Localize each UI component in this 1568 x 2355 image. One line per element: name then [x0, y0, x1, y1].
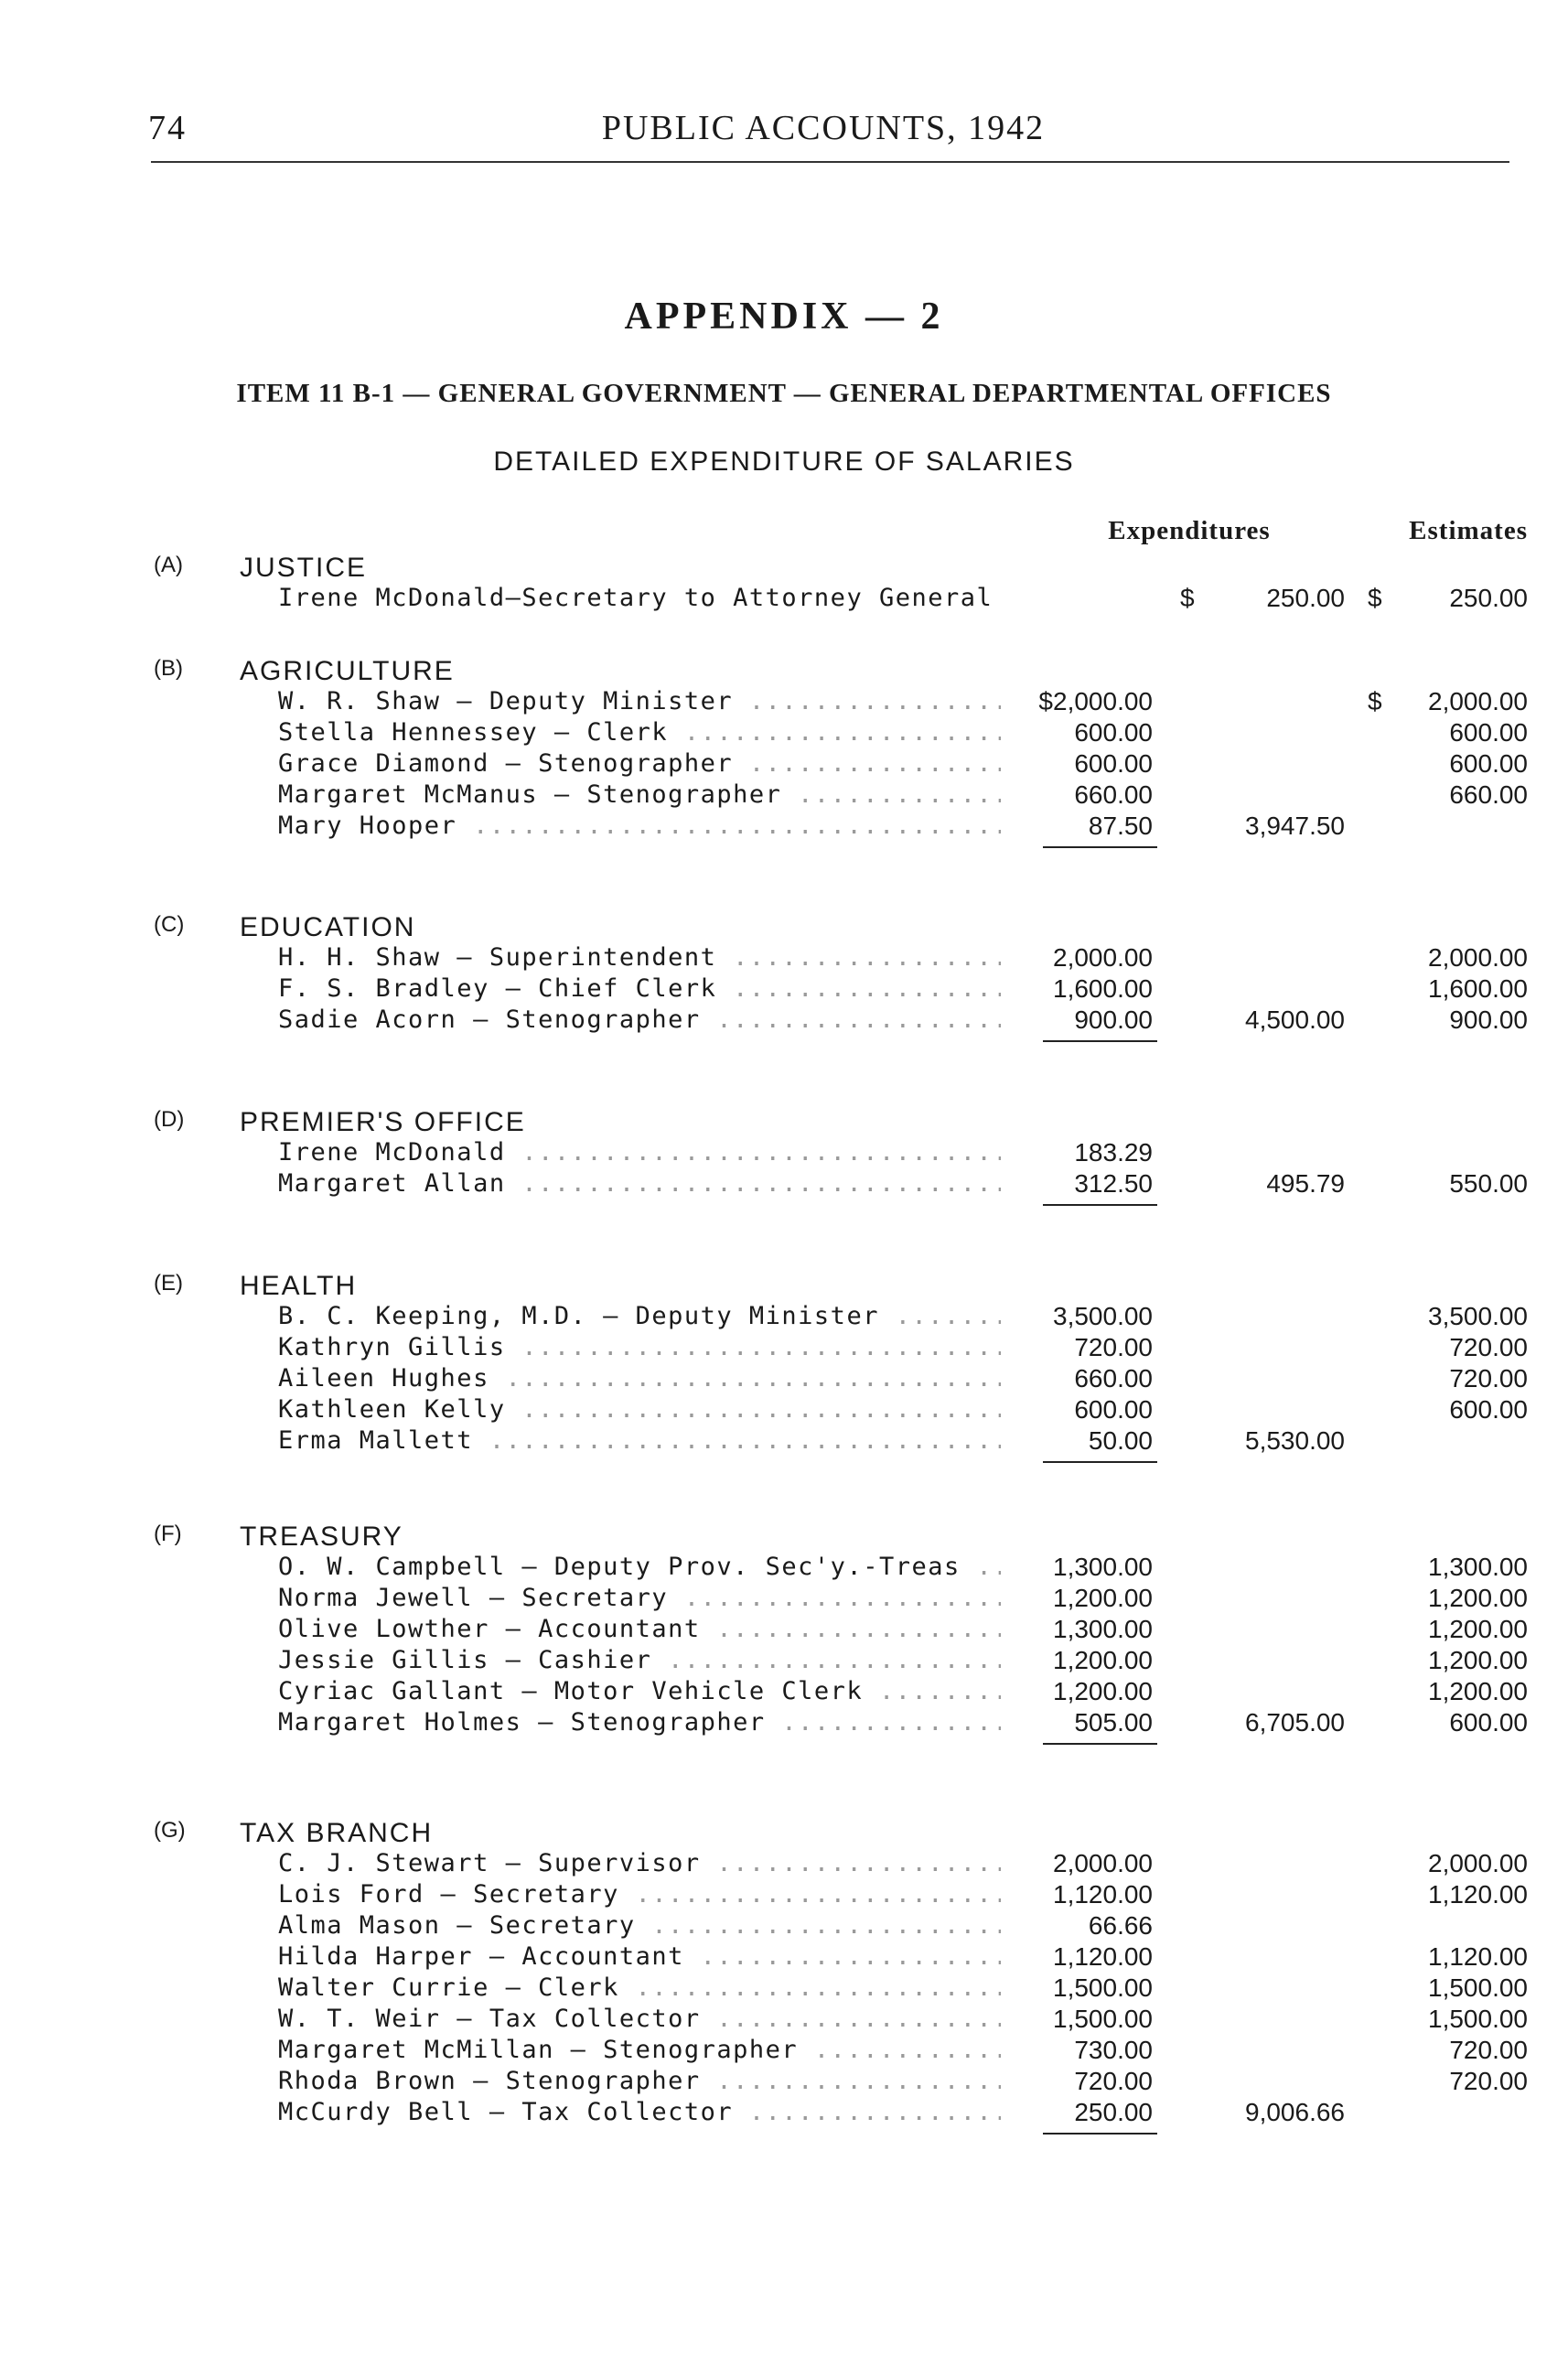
section-heading [0, 1271, 1568, 1302]
subtotal-rule [1043, 1461, 1157, 1463]
section-letter: (E) [154, 1271, 183, 1296]
section-name: AGRICULTURE [240, 656, 455, 686]
section-total: 6,705.00 [1245, 1708, 1345, 1737]
employee-name: Stella Hennessey — Clerk ..... [278, 718, 1001, 747]
detail-amount: 1,200.00 [1053, 1677, 1153, 1705]
section-name: PREMIER'S OFFICE [240, 1107, 526, 1137]
estimate-amount: 2,000.00 [1428, 687, 1528, 715]
section-total: 495.79 [1266, 1169, 1345, 1198]
running-title: PUBLIC ACCOUNTS, 1942 [601, 109, 1046, 147]
detail-amount: 3,500.00 [1053, 1302, 1153, 1330]
section [0, 656, 1568, 843]
estimate-amount: 250.00 [1449, 584, 1528, 612]
employee-name: Hilda Harper — Accountant ..... [278, 1942, 1001, 1971]
salary-row [0, 1426, 1568, 1457]
employee-name: W. T. Weir — Tax Collector ..... [278, 2005, 1001, 2033]
salary-row [0, 1911, 1568, 1942]
employee-name: Margaret McManus — Stenographer ..... [278, 780, 1001, 809]
estimate-amount: 1,200.00 [1428, 1677, 1528, 1705]
detail-amount: 1,120.00 [1053, 1880, 1153, 1909]
salary-row [0, 1553, 1568, 1584]
detail-amount: 1,600.00 [1053, 974, 1153, 1003]
section-name: TREASURY [240, 1522, 403, 1552]
salary-row [0, 943, 1568, 974]
detail-amount: 66.66 [1088, 1911, 1153, 1940]
estimate-amount: 1,300.00 [1428, 1553, 1528, 1581]
detail-amount: 600.00 [1074, 718, 1153, 747]
estimate-amount: 1,500.00 [1428, 1973, 1528, 2002]
estimate-amount: 600.00 [1449, 718, 1528, 747]
employee-name: Erma Mallett ..... [278, 1426, 1001, 1455]
employee-name: Kathleen Kelly ..... [278, 1395, 1001, 1424]
section-total: 5,530.00 [1245, 1426, 1345, 1455]
salary-row [0, 1849, 1568, 1880]
detail-amount: 1,300.00 [1053, 1615, 1153, 1643]
dollar-sign: $ [1368, 687, 1382, 715]
detail-amount: 1,500.00 [1053, 2005, 1153, 2033]
section-total: 4,500.00 [1245, 1005, 1345, 1034]
section-name: JUSTICE [240, 553, 368, 583]
estimate-amount: 1,200.00 [1428, 1584, 1528, 1612]
section-total: 3,947.50 [1245, 812, 1345, 840]
dollar-sign: $ [1368, 584, 1382, 612]
page-header [137, 108, 1509, 163]
employee-name: Walter Currie — Clerk ..... [278, 1973, 1001, 2002]
salary-row [0, 687, 1568, 718]
employee-name: Alma Mason — Secretary ..... [278, 1911, 1001, 1940]
salary-row [0, 1169, 1568, 1200]
estimate-amount: 600.00 [1449, 749, 1528, 778]
detail-amount: 2,000.00 [1053, 1849, 1153, 1877]
section [0, 1522, 1568, 1739]
section [0, 1271, 1568, 1457]
estimate-amount: 1,200.00 [1428, 1615, 1528, 1643]
detail-amount: 730.00 [1074, 2036, 1153, 2064]
employee-name: Norma Jewell — Secretary ..... [278, 1584, 1001, 1612]
salary-row [0, 749, 1568, 780]
detail-amount: 312.50 [1074, 1169, 1153, 1198]
estimate-amount: 1,500.00 [1428, 2005, 1528, 2033]
estimate-amount: 720.00 [1449, 1364, 1528, 1393]
salary-row [0, 1584, 1568, 1615]
employee-name: Aileen Hughes ..... [278, 1364, 1001, 1393]
section [0, 912, 1568, 1037]
section-heading [0, 1522, 1568, 1553]
employee-name: Irene McDonald—Secretary to Attorney General ..... [278, 584, 1001, 612]
estimate-amount: 720.00 [1449, 2067, 1528, 2095]
employee-name: O. W. Campbell — Deputy Prov. Sec'y.-Treas ..... [278, 1553, 1001, 1581]
item-title: ITEM 11 B-1 — GENERAL GOVERNMENT — GENERAL DEPARTMENTAL OFFICES [236, 379, 1332, 408]
detail-amount: 250.00 [1074, 2098, 1153, 2126]
salary-row [0, 2098, 1568, 2129]
detail-amount: 900.00 [1074, 1005, 1153, 1034]
employee-name: Margaret Allan ..... [278, 1169, 1001, 1198]
header-rule [151, 161, 1509, 163]
employee-name: Mary Hooper ..... [278, 812, 1001, 840]
estimate-amount: 1,600.00 [1428, 974, 1528, 1003]
estimate-amount: 2,000.00 [1428, 943, 1528, 972]
section-letter: (A) [154, 553, 183, 577]
detail-amount: 50.00 [1088, 1426, 1153, 1455]
detail-amount: 2,000.00 [1053, 943, 1153, 972]
section-letter: (B) [154, 656, 183, 681]
salary-row [0, 1333, 1568, 1364]
employee-name: McCurdy Bell — Tax Collector ..... [278, 2098, 1001, 2126]
salary-row [0, 1973, 1568, 2005]
subtotal-rule [1043, 846, 1157, 848]
employee-name: C. J. Stewart — Supervisor ..... [278, 1849, 1001, 1877]
employee-name: H. H. Shaw — Superintendent ..... [278, 943, 1001, 972]
employee-name: Lois Ford — Secretary ..... [278, 1880, 1001, 1909]
employee-name: Rhoda Brown — Stenographer ..... [278, 2067, 1001, 2095]
salary-row [0, 2036, 1568, 2067]
employee-name: B. C. Keeping, M.D. — Deputy Minister ..... [278, 1302, 1001, 1330]
salary-row [0, 780, 1568, 812]
section [0, 1818, 1568, 2129]
salary-row [0, 1880, 1568, 1911]
employee-name: Irene McDonald ..... [278, 1138, 1001, 1167]
subtitle: DETAILED EXPENDITURE OF SALARIES [493, 446, 1075, 477]
section-heading [0, 1107, 1568, 1138]
detail-amount: 600.00 [1074, 1395, 1153, 1424]
detail-amount: 1,120.00 [1053, 1942, 1153, 1971]
detail-amount: 600.00 [1074, 749, 1153, 778]
section-letter: (D) [154, 1107, 185, 1132]
detail-amount: 505.00 [1074, 1708, 1153, 1737]
salary-row [0, 1677, 1568, 1708]
detail-amount: 660.00 [1074, 780, 1153, 809]
detail-amount: $2,000.00 [1038, 687, 1153, 715]
employee-name: Margaret Holmes — Stenographer ..... [278, 1708, 1001, 1737]
subtotal-rule [1043, 1204, 1157, 1206]
salary-row [0, 1708, 1568, 1739]
section-heading [0, 1818, 1568, 1849]
column-header-expenditures: Expenditures [1108, 516, 1271, 545]
detail-amount: 1,200.00 [1053, 1646, 1153, 1674]
estimate-amount: 550.00 [1449, 1169, 1528, 1198]
subtotal-rule [1043, 2133, 1157, 2135]
estimate-amount: 3,500.00 [1428, 1302, 1528, 1330]
employee-name: Sadie Acorn — Stenographer ..... [278, 1005, 1001, 1034]
page-number: 74 [148, 109, 187, 147]
section [0, 553, 1568, 615]
detail-amount: 87.50 [1088, 812, 1153, 840]
section-letter: (C) [154, 912, 185, 937]
subtotal-rule [1043, 1040, 1157, 1042]
section-name: HEALTH [240, 1271, 358, 1301]
estimate-amount: 720.00 [1449, 1333, 1528, 1361]
appendix-title: APPENDIX — 2 [624, 296, 944, 338]
salary-row [0, 1005, 1568, 1037]
section-total: 250.00 [1266, 584, 1345, 612]
estimate-amount: 1,120.00 [1428, 1880, 1528, 1909]
employee-name: Cyriac Gallant — Motor Vehicle Clerk ..... [278, 1677, 1001, 1705]
section [0, 1107, 1568, 1200]
section-letter: (G) [154, 1818, 186, 1843]
detail-amount: 1,500.00 [1053, 1973, 1153, 2002]
salary-row [0, 1302, 1568, 1333]
employee-name: F. S. Bradley — Chief Clerk ..... [278, 974, 1001, 1003]
salary-row [0, 812, 1568, 843]
detail-amount: 660.00 [1074, 1364, 1153, 1393]
salary-row [0, 1138, 1568, 1169]
section-heading [0, 912, 1568, 943]
employee-name: Margaret McMillan — Stenographer ..... [278, 2036, 1001, 2064]
section-name: EDUCATION [240, 912, 416, 942]
estimate-amount: 600.00 [1449, 1395, 1528, 1424]
estimate-amount: 1,200.00 [1428, 1646, 1528, 1674]
estimate-amount: 660.00 [1449, 780, 1528, 809]
dollar-sign: $ [1180, 584, 1195, 612]
salary-row [0, 1395, 1568, 1426]
detail-amount: 1,200.00 [1053, 1584, 1153, 1612]
salary-row [0, 2067, 1568, 2098]
employee-name: Kathryn Gillis ..... [278, 1333, 1001, 1361]
section-total: 9,006.66 [1245, 2098, 1345, 2126]
salary-row [0, 1615, 1568, 1646]
detail-amount: 183.29 [1074, 1138, 1153, 1167]
salary-row [0, 2005, 1568, 2036]
estimate-amount: 1,120.00 [1428, 1942, 1528, 1971]
salary-row [0, 1646, 1568, 1677]
section-heading [0, 553, 1568, 584]
salary-row [0, 1364, 1568, 1395]
employee-name: Olive Lowther — Accountant ..... [278, 1615, 1001, 1643]
estimate-amount: 900.00 [1449, 1005, 1528, 1034]
salary-row [0, 974, 1568, 1005]
section-heading [0, 656, 1568, 687]
section-name: TAX BRANCH [240, 1818, 434, 1848]
employee-name: Jessie Gillis — Cashier ..... [278, 1646, 1001, 1674]
detail-amount: 720.00 [1074, 1333, 1153, 1361]
salary-row [0, 584, 1568, 615]
salary-row [0, 1942, 1568, 1973]
detail-amount: 720.00 [1074, 2067, 1153, 2095]
estimate-amount: 600.00 [1449, 1708, 1528, 1737]
estimate-amount: 2,000.00 [1428, 1849, 1528, 1877]
employee-name: W. R. Shaw — Deputy Minister ..... [278, 687, 1001, 715]
section-letter: (F) [154, 1522, 182, 1546]
column-header-estimates: Estimates [1409, 516, 1528, 545]
estimate-amount: 720.00 [1449, 2036, 1528, 2064]
salary-row [0, 718, 1568, 749]
subtotal-rule [1043, 1743, 1157, 1745]
employee-name: Grace Diamond — Stenographer ..... [278, 749, 1001, 778]
detail-amount: 1,300.00 [1053, 1553, 1153, 1581]
